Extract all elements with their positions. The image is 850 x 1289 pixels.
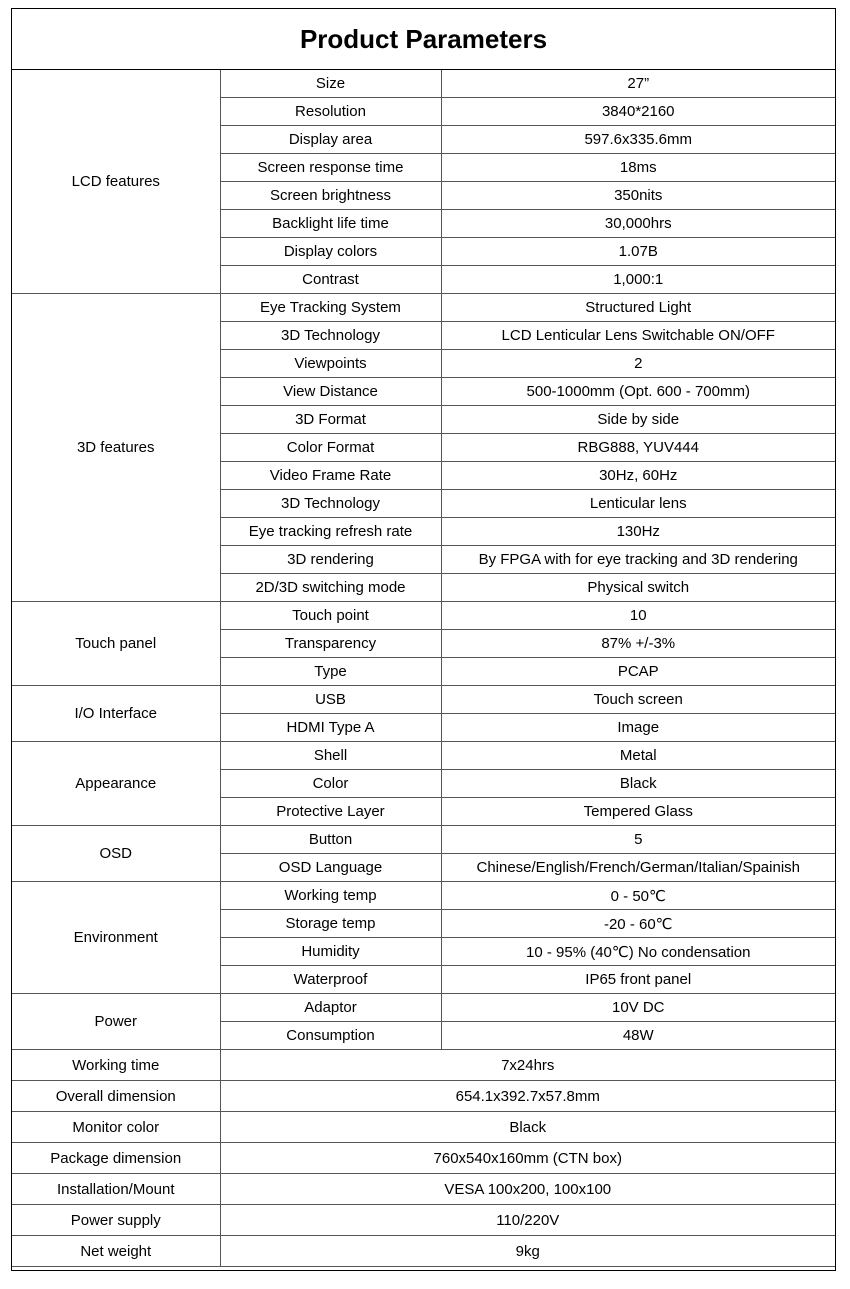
parameter-value: Structured Light xyxy=(441,294,835,322)
parameter-name: 3D Technology xyxy=(220,322,441,350)
parameter-name: Protective Layer xyxy=(220,798,441,826)
parameter-name: Contrast xyxy=(220,266,441,294)
parameter-value: Side by side xyxy=(441,406,835,434)
parameter-name: Viewpoints xyxy=(220,350,441,378)
parameter-name: Humidity xyxy=(220,938,441,966)
group-label: Environment xyxy=(12,882,220,994)
parameter-value: 10 xyxy=(441,602,835,630)
parameter-value: LCD Lenticular Lens Switchable ON/OFF xyxy=(441,322,835,350)
parameter-name: Touch point xyxy=(220,602,441,630)
table-row xyxy=(12,1081,835,1112)
table-row xyxy=(12,742,835,770)
parameter-name: Package dimension xyxy=(12,1143,220,1174)
parameter-name: Monitor color xyxy=(12,1112,220,1143)
table-row xyxy=(12,1112,835,1143)
parameter-value: 9kg xyxy=(220,1236,835,1267)
parameter-name: 2D/3D switching mode xyxy=(220,574,441,602)
parameter-value: 18ms xyxy=(441,154,835,182)
parameter-value: 500-1000mm (Opt. 600 - 700mm) xyxy=(441,378,835,406)
parameter-value: PCAP xyxy=(441,658,835,686)
parameter-value: 1.07B xyxy=(441,238,835,266)
parameter-value: 1,000:1 xyxy=(441,266,835,294)
parameter-value: 597.6x335.6mm xyxy=(441,126,835,154)
parameter-name: Display colors xyxy=(220,238,441,266)
parameter-name: USB xyxy=(220,686,441,714)
group-label: Touch panel xyxy=(12,602,220,686)
table-row xyxy=(12,1236,835,1267)
parameter-value: 3840*2160 xyxy=(441,98,835,126)
table-row xyxy=(12,686,835,714)
table-row xyxy=(12,602,835,630)
group-label: 3D features xyxy=(12,294,220,602)
parameter-value: Image xyxy=(441,714,835,742)
group-label: OSD xyxy=(12,826,220,882)
parameter-value: Black xyxy=(220,1112,835,1143)
parameter-value: 7x24hrs xyxy=(220,1050,835,1081)
product-parameters-sheet xyxy=(11,8,836,1271)
parameter-name: Storage temp xyxy=(220,910,441,938)
parameter-value: Lenticular lens xyxy=(441,490,835,518)
parameter-value: Metal xyxy=(441,742,835,770)
table-row xyxy=(12,994,835,1022)
parameter-value: Chinese/English/French/German/Italian/Spainish xyxy=(441,854,835,882)
parameter-value: 654.1x392.7x57.8mm xyxy=(220,1081,835,1112)
parameter-name: 3D rendering xyxy=(220,546,441,574)
group-label: Power xyxy=(12,994,220,1050)
parameter-value: 27” xyxy=(441,70,835,98)
parameter-name: View Distance xyxy=(220,378,441,406)
parameter-value: IP65 front panel xyxy=(441,966,835,994)
parameter-value: RBG888, YUV444 xyxy=(441,434,835,462)
parameter-value: 760x540x160mm (CTN box) xyxy=(220,1143,835,1174)
parameter-name: HDMI Type A xyxy=(220,714,441,742)
parameter-value: 350nits xyxy=(441,182,835,210)
parameter-name: Transparency xyxy=(220,630,441,658)
parameter-name: Backlight life time xyxy=(220,210,441,238)
parameter-value: VESA 100x200, 100x100 xyxy=(220,1174,835,1205)
page-title: Product Parameters xyxy=(12,9,835,70)
parameter-value: 110/220V xyxy=(220,1205,835,1236)
parameter-value: 2 xyxy=(441,350,835,378)
group-label: Appearance xyxy=(12,742,220,826)
table-row xyxy=(12,1050,835,1081)
parameter-name: Resolution xyxy=(220,98,441,126)
parameter-value: Tempered Glass xyxy=(441,798,835,826)
group-label: I/O Interface xyxy=(12,686,220,742)
parameter-value: 30Hz, 60Hz xyxy=(441,462,835,490)
parameter-value: 5 xyxy=(441,826,835,854)
parameter-value: -20 - 60℃ xyxy=(441,910,835,938)
parameter-value: Physical switch xyxy=(441,574,835,602)
parameter-name: Screen brightness xyxy=(220,182,441,210)
parameter-value: 130Hz xyxy=(441,518,835,546)
parameter-name: Button xyxy=(220,826,441,854)
parameter-name: Size xyxy=(220,70,441,98)
table-row xyxy=(12,1143,835,1174)
table-row xyxy=(12,70,835,98)
parameter-name: Color Format xyxy=(220,434,441,462)
parameter-name: OSD Language xyxy=(220,854,441,882)
table-row xyxy=(12,1174,835,1205)
table-row xyxy=(12,882,835,910)
parameter-name: 3D Technology xyxy=(220,490,441,518)
parameter-value: 30,000hrs xyxy=(441,210,835,238)
group-label: LCD features xyxy=(12,70,220,294)
parameter-name: 3D Format xyxy=(220,406,441,434)
parameter-name: Type xyxy=(220,658,441,686)
parameter-name: Video Frame Rate xyxy=(220,462,441,490)
parameter-value: 10V DC xyxy=(441,994,835,1022)
table-row xyxy=(12,826,835,854)
parameter-name: Working time xyxy=(12,1050,220,1081)
parameter-value: 10 - 95% (40℃) No condensation xyxy=(441,938,835,966)
parameter-value: By FPGA with for eye tracking and 3D rendering xyxy=(441,546,835,574)
parameter-name: Overall dimension xyxy=(12,1081,220,1112)
parameter-name: Working temp xyxy=(220,882,441,910)
parameter-name: Color xyxy=(220,770,441,798)
parameter-name: Net weight xyxy=(12,1236,220,1267)
parameter-name: Shell xyxy=(220,742,441,770)
parameter-value: Touch screen xyxy=(441,686,835,714)
parameter-value: 87% +/-3% xyxy=(441,630,835,658)
table-row xyxy=(12,294,835,322)
parameter-name: Eye Tracking System xyxy=(220,294,441,322)
parameters-table xyxy=(12,70,835,1267)
parameter-value: 48W xyxy=(441,1022,835,1050)
parameter-name: Waterproof xyxy=(220,966,441,994)
table-row xyxy=(12,1205,835,1236)
parameter-value: Black xyxy=(441,770,835,798)
parameter-name: Screen response time xyxy=(220,154,441,182)
parameter-name: Power supply xyxy=(12,1205,220,1236)
parameter-name: Adaptor xyxy=(220,994,441,1022)
parameter-name: Eye tracking refresh rate xyxy=(220,518,441,546)
parameter-value: 0 - 50℃ xyxy=(441,882,835,910)
parameter-name: Display area xyxy=(220,126,441,154)
parameter-name: Installation/Mount xyxy=(12,1174,220,1205)
parameter-name: Consumption xyxy=(220,1022,441,1050)
